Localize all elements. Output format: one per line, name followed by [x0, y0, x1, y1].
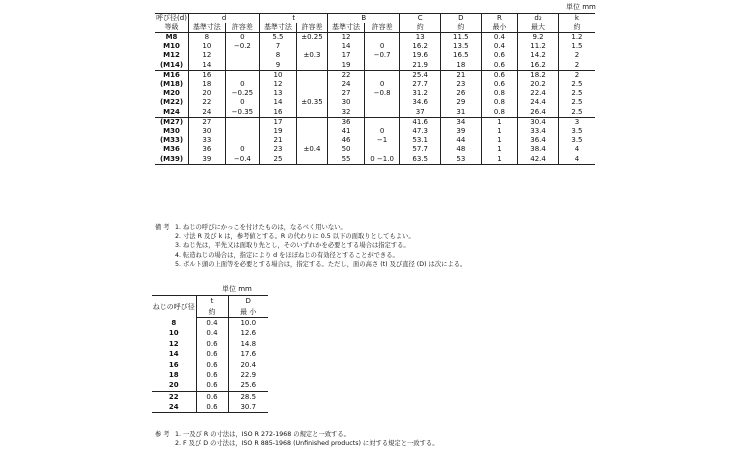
- cell-k: 1.2: [571, 33, 583, 42]
- cell-r: 0.6: [481, 61, 518, 71]
- cell-k: 2.5: [558, 108, 595, 118]
- cell-d: 18: [441, 61, 482, 71]
- cell-r: 0.8: [481, 89, 518, 98]
- cell-size: M12: [155, 51, 189, 60]
- cell-k: 2.5: [571, 80, 583, 89]
- cell-k: 3.5: [571, 136, 583, 145]
- cell-t: 9: [260, 61, 297, 71]
- cell-t-tol: [296, 108, 328, 118]
- cell-k: 2: [574, 70, 580, 79]
- cell-t-tol: [296, 80, 328, 89]
- cell-d-tol: 0: [225, 80, 260, 89]
- table-row: [152, 402, 268, 413]
- subheader-grade: 等級: [155, 23, 189, 33]
- cell-b-tol: −0.8: [364, 89, 400, 98]
- small-cell-size: 24: [152, 402, 196, 413]
- cell-r: 0.4: [481, 33, 518, 43]
- small-cell-size: 10: [152, 328, 196, 338]
- cell-d: 29: [441, 98, 482, 107]
- note-text: 1. ねじの呼びにかっこを付けたものは，なるべく用いない。: [175, 224, 347, 231]
- small-cell-t: 0.6: [196, 380, 228, 391]
- cell-d-tol: [225, 70, 260, 80]
- cell-size: M16: [155, 70, 189, 80]
- cell-t: 7: [260, 42, 297, 51]
- cell-t: 12: [260, 80, 297, 89]
- cell-d-tol: [225, 51, 260, 60]
- cell-d: 12: [189, 51, 226, 60]
- cell-b-tol: 0: [364, 80, 400, 89]
- cell-r: 0.4: [481, 42, 518, 51]
- cell-d: 10: [189, 42, 226, 51]
- cell-d: 8: [189, 33, 226, 43]
- subheader-b-tolerance: 許容差: [364, 23, 400, 33]
- cell-b-tol: −0.7: [364, 51, 400, 60]
- cell-d2: 30.4: [518, 117, 559, 127]
- small-cell-t: 0.4: [196, 317, 228, 328]
- small-cell-t: 0.4: [196, 328, 228, 338]
- note-text: 5. ボルト頭の上面等を必要とする場合は，指定する。ただし，面の高さ (t) 及び直径 (D) は次による。: [175, 260, 467, 268]
- table-row: [152, 339, 268, 349]
- cell-t: 16: [260, 108, 297, 118]
- small-header-t: t: [196, 296, 228, 307]
- cell-b: 14: [328, 42, 365, 51]
- small-cell-d: 17.6: [240, 350, 257, 359]
- subheader-t-tolerance: 許容差: [296, 23, 328, 33]
- header-c: C: [400, 14, 441, 24]
- cell-b-tol: [364, 61, 400, 71]
- cell-t-tol: [296, 61, 328, 71]
- cell-b-tol: 0 −1.0: [364, 154, 400, 164]
- cell-r: 0.6: [481, 51, 518, 60]
- cell-t: 25: [260, 154, 297, 164]
- subheader-k: 約: [558, 23, 595, 33]
- cell-d2: 38.4: [518, 145, 559, 154]
- cell-r: 0.8: [481, 98, 518, 107]
- subheader-t-nominal: 基準寸法: [260, 23, 297, 33]
- note-line: [155, 430, 439, 439]
- cell-d: 31: [441, 108, 482, 118]
- cell-d: 33: [189, 136, 226, 145]
- cell-size: M20: [155, 89, 189, 98]
- cell-t-tol: [296, 154, 328, 164]
- cell-b-tol: [364, 33, 400, 43]
- cell-b-tol: −1: [364, 136, 400, 145]
- cell-d: 14: [189, 61, 226, 71]
- cell-c: 37: [400, 108, 441, 118]
- cell-b: 24: [328, 80, 365, 89]
- cell-d: 23: [441, 80, 482, 89]
- cell-size: (M22): [155, 98, 189, 107]
- cell-d: 30: [189, 127, 226, 136]
- cell-t-tol: [296, 89, 328, 98]
- table-row: [155, 33, 595, 43]
- table-row: [155, 70, 595, 80]
- table-row: [152, 317, 268, 328]
- table-row: [155, 51, 595, 60]
- header-b: B: [328, 14, 400, 24]
- table-row: [152, 370, 268, 380]
- cell-b-tol: [364, 98, 400, 107]
- cell-c: 63.5: [400, 154, 441, 164]
- cell-d2: 33.4: [518, 127, 559, 136]
- cell-t-tol: [296, 136, 328, 145]
- cell-d: 18: [189, 80, 226, 89]
- small-cell-t: 0.6: [196, 339, 228, 349]
- cell-k: 3.5: [571, 126, 583, 135]
- table-row: [152, 391, 268, 402]
- cell-d2: 42.4: [518, 154, 559, 164]
- cell-b: 27: [328, 89, 365, 98]
- cell-d2: 22.4: [518, 89, 559, 98]
- cell-t: 17: [260, 117, 297, 127]
- cell-d: 36: [189, 145, 226, 154]
- small-cell-d: 28.5: [240, 392, 257, 401]
- cell-b: 32: [328, 108, 365, 118]
- small-cell-d: 10.0: [240, 318, 257, 327]
- note-line: [155, 251, 466, 260]
- cell-r: 0.6: [481, 80, 518, 89]
- cell-k: 4: [574, 145, 580, 154]
- cell-k: 1.5: [571, 42, 583, 51]
- cell-t-tol: ±0.4: [296, 145, 328, 154]
- note-text: 2. 寸法 R 及び k は，参考値とする。R の代わりに 0.5 以下の面取りとしてもよい。: [175, 233, 415, 241]
- cell-c: 34.6: [400, 98, 441, 107]
- cell-t: 5.5: [260, 33, 297, 43]
- cell-d: 26: [441, 89, 482, 98]
- header-size: 呼び径(d): [156, 14, 187, 22]
- cell-d: 44: [441, 136, 482, 145]
- cell-d-tol: −0.25: [225, 89, 260, 98]
- cell-t-tol: ±0.3: [296, 51, 328, 60]
- cell-r: 0.8: [481, 108, 518, 118]
- cell-d: 21: [441, 70, 482, 80]
- cell-t: 23: [260, 145, 297, 154]
- dimension-table: [155, 13, 595, 165]
- table-row: [155, 127, 595, 136]
- cell-b-tol: 0: [364, 127, 400, 136]
- cell-d2: 16.2: [518, 61, 559, 71]
- cell-d2: 11.2: [518, 42, 559, 51]
- note-line: [155, 223, 466, 232]
- cell-d: 34: [441, 117, 482, 127]
- table-row: [152, 349, 268, 359]
- subheader-d2: 最大: [518, 23, 559, 33]
- cell-r: 1: [481, 145, 518, 154]
- note-text: 2. F 及び D の寸法は，ISO R 885-1968 (Unfinished products) に対する規定と一致する。: [175, 440, 439, 447]
- subheader-dd: 約: [441, 23, 482, 33]
- cell-k: 2.5: [571, 89, 583, 98]
- header-t: t: [260, 14, 328, 24]
- header-k: k: [558, 14, 595, 24]
- cell-c: 47.3: [400, 127, 441, 136]
- small-table-unit-label: 単位 mm: [222, 285, 252, 293]
- cell-b-tol: [364, 117, 400, 127]
- cell-size: (M39): [155, 154, 189, 164]
- cell-c: 41.6: [400, 117, 441, 127]
- cell-c: 31.2: [400, 89, 441, 98]
- table-row: [152, 380, 268, 391]
- cell-d-tol: 0: [225, 33, 260, 43]
- small-cell-d: 20.4: [240, 360, 257, 369]
- cell-d: 39: [441, 127, 482, 136]
- small-cell-size: 22: [152, 391, 196, 402]
- subheader-d-nominal: 基準寸法: [189, 23, 226, 33]
- cell-c: 16.2: [400, 42, 441, 51]
- cell-t: 13: [260, 89, 297, 98]
- unit-label: 単位 mm: [566, 3, 596, 11]
- cell-d2: 14.2: [518, 51, 559, 60]
- table-row: [155, 154, 595, 164]
- cell-d-tol: −0.4: [225, 154, 260, 164]
- small-cell-t: 0.6: [196, 359, 228, 369]
- small-cell-d: 12.6: [240, 329, 257, 338]
- cell-d-tol: 0: [225, 145, 260, 154]
- cell-d2: 18.2: [518, 70, 559, 80]
- small-cell-t: 0.6: [196, 349, 228, 359]
- cell-b: 50: [328, 145, 365, 154]
- cell-d-tol: [225, 127, 260, 136]
- table-row: [155, 108, 595, 118]
- cell-size: M8: [155, 33, 189, 43]
- cell-d: 13.5: [441, 42, 482, 51]
- cell-r: 0.6: [481, 70, 518, 80]
- cell-t: 8: [260, 51, 297, 60]
- cell-b-tol: [364, 108, 400, 118]
- cell-t: 14: [260, 98, 297, 107]
- note-line: [155, 232, 466, 241]
- cell-r: 1: [481, 117, 518, 127]
- cell-size: (M18): [155, 80, 189, 89]
- small-header-d: D: [228, 296, 268, 307]
- cell-d: 24: [189, 108, 226, 118]
- cell-size: M10: [155, 42, 189, 51]
- cell-d-tol: −0.35: [225, 108, 260, 118]
- reference-notes-block: [155, 430, 439, 448]
- face-dimension-table: [152, 295, 268, 413]
- cell-t-tol: [296, 127, 328, 136]
- cell-c: 53.1: [400, 136, 441, 145]
- note-line: [155, 241, 466, 250]
- cell-d: 27: [189, 117, 226, 127]
- table-row: [152, 359, 268, 369]
- small-cell-d: 25.6: [228, 380, 268, 391]
- cell-d: 48: [441, 145, 482, 154]
- cell-k: 4: [558, 154, 595, 164]
- cell-b: 12: [328, 33, 365, 43]
- cell-t-tol: [296, 117, 328, 127]
- cell-d: 53: [441, 154, 482, 164]
- cell-d: 16: [189, 70, 226, 80]
- notes-label: 備 考: [155, 224, 170, 231]
- cell-c: 27.7: [400, 80, 441, 89]
- subheader-b-nominal: 基準寸法: [328, 23, 365, 33]
- note-text: 1. 一及び R の寸法は，ISO R 272-1968 の規定と一致する。: [175, 431, 350, 438]
- small-cell-t: 0.6: [196, 370, 228, 380]
- cell-b: 19: [328, 61, 365, 71]
- cell-t-tol: [296, 70, 328, 80]
- cell-b: 55: [328, 154, 365, 164]
- header-d2: d₂: [518, 14, 559, 24]
- table-row: [155, 136, 595, 145]
- header-r: R: [481, 14, 518, 24]
- cell-t: 21: [260, 136, 297, 145]
- note-text: 4. 転造ねじの場合は，指定により d をほぼねじの有効径とすることができる。: [175, 251, 399, 259]
- cell-b: 41: [328, 127, 365, 136]
- small-cell-d: 22.9: [240, 370, 257, 379]
- cell-size: M36: [155, 145, 189, 154]
- cell-c: 19.6: [400, 51, 441, 60]
- cell-size: M30: [155, 127, 189, 136]
- cell-k: 2: [558, 61, 595, 71]
- cell-b: 17: [328, 51, 365, 60]
- table-row: [152, 328, 268, 338]
- cell-d2: 36.4: [518, 136, 559, 145]
- cell-size: (M14): [155, 61, 189, 71]
- small-cell-t: 0.6: [196, 391, 228, 402]
- cell-b-tol: [364, 145, 400, 154]
- note-text: 3. ねじ先は，平先又は面取り先とし，そのいずれかを必要とする場合は指定する。: [175, 242, 410, 250]
- small-header-size: ねじの呼び径: [152, 296, 196, 318]
- cell-size: (M27): [155, 117, 189, 127]
- cell-c: 25.4: [400, 70, 441, 80]
- small-cell-t: 0.6: [196, 402, 228, 413]
- cell-t: 10: [260, 70, 297, 80]
- table-row: [155, 98, 595, 107]
- small-cell-size: 14: [152, 349, 196, 359]
- cell-r: 1: [481, 136, 518, 145]
- table-row: [155, 61, 595, 71]
- subheader-c: 約: [400, 23, 441, 33]
- note-line: [155, 439, 439, 448]
- cell-d: 20: [189, 89, 226, 98]
- cell-b: 30: [328, 98, 365, 107]
- cell-c: 13: [400, 33, 441, 43]
- notes-block: [155, 223, 466, 269]
- header-d: d: [189, 14, 260, 24]
- cell-d: 11.5: [441, 33, 482, 43]
- small-cell-size: 18: [152, 370, 196, 380]
- cell-d2: 9.2: [518, 33, 559, 43]
- cell-r: 1: [481, 154, 518, 164]
- table-row: [155, 145, 595, 154]
- cell-t: 19: [260, 127, 297, 136]
- cell-b: 22: [328, 70, 365, 80]
- cell-d-tol: 0: [225, 98, 260, 107]
- small-cell-size: 8: [152, 317, 196, 328]
- note-line: [155, 260, 466, 269]
- table-row: [155, 117, 595, 127]
- small-cell-d: 30.7: [228, 402, 268, 413]
- cell-d-tol: [225, 61, 260, 71]
- cell-d: 22: [189, 98, 226, 107]
- cell-t-tol: ±0.25: [296, 33, 328, 43]
- cell-k: 2.5: [571, 98, 583, 107]
- cell-b-tol: [364, 70, 400, 80]
- cell-d-tol: −0.2: [225, 42, 260, 51]
- cell-c: 57.7: [400, 145, 441, 154]
- table-row: [155, 89, 595, 98]
- cell-d: 39: [189, 154, 226, 164]
- cell-k: 3: [574, 117, 580, 126]
- subheader-r: 最小: [481, 23, 518, 33]
- small-cell-size: 16: [152, 359, 196, 369]
- cell-d-tol: [225, 136, 260, 145]
- cell-d2: 26.4: [518, 108, 559, 118]
- small-cell-d: 14.8: [240, 339, 257, 348]
- cell-k: 2: [574, 51, 580, 60]
- cell-b: 46: [328, 136, 365, 145]
- table-row: [155, 80, 595, 89]
- header-dd: D: [441, 14, 482, 24]
- cell-d: 16.5: [441, 51, 482, 60]
- small-subheader-t: 約: [196, 306, 228, 317]
- cell-r: 1: [481, 127, 518, 136]
- cell-b: 36: [328, 117, 365, 127]
- cell-d2: 20.2: [518, 80, 559, 89]
- cell-d-tol: [225, 117, 260, 127]
- small-subheader-d: 最 小: [228, 306, 268, 317]
- cell-size: M24: [155, 108, 189, 118]
- cell-size: (M33): [155, 136, 189, 145]
- reference-notes-label: 参 考: [155, 431, 170, 438]
- cell-c: 21.9: [400, 61, 441, 71]
- table-row: [155, 42, 595, 51]
- cell-t-tol: [296, 42, 328, 51]
- small-cell-size: 12: [152, 339, 196, 349]
- subheader-d-tolerance: 許容差: [225, 23, 260, 33]
- cell-t-tol: ±0.35: [296, 98, 328, 107]
- cell-d2: 24.4: [518, 98, 559, 107]
- cell-b-tol: 0: [364, 42, 400, 51]
- small-cell-size: 20: [152, 380, 196, 391]
